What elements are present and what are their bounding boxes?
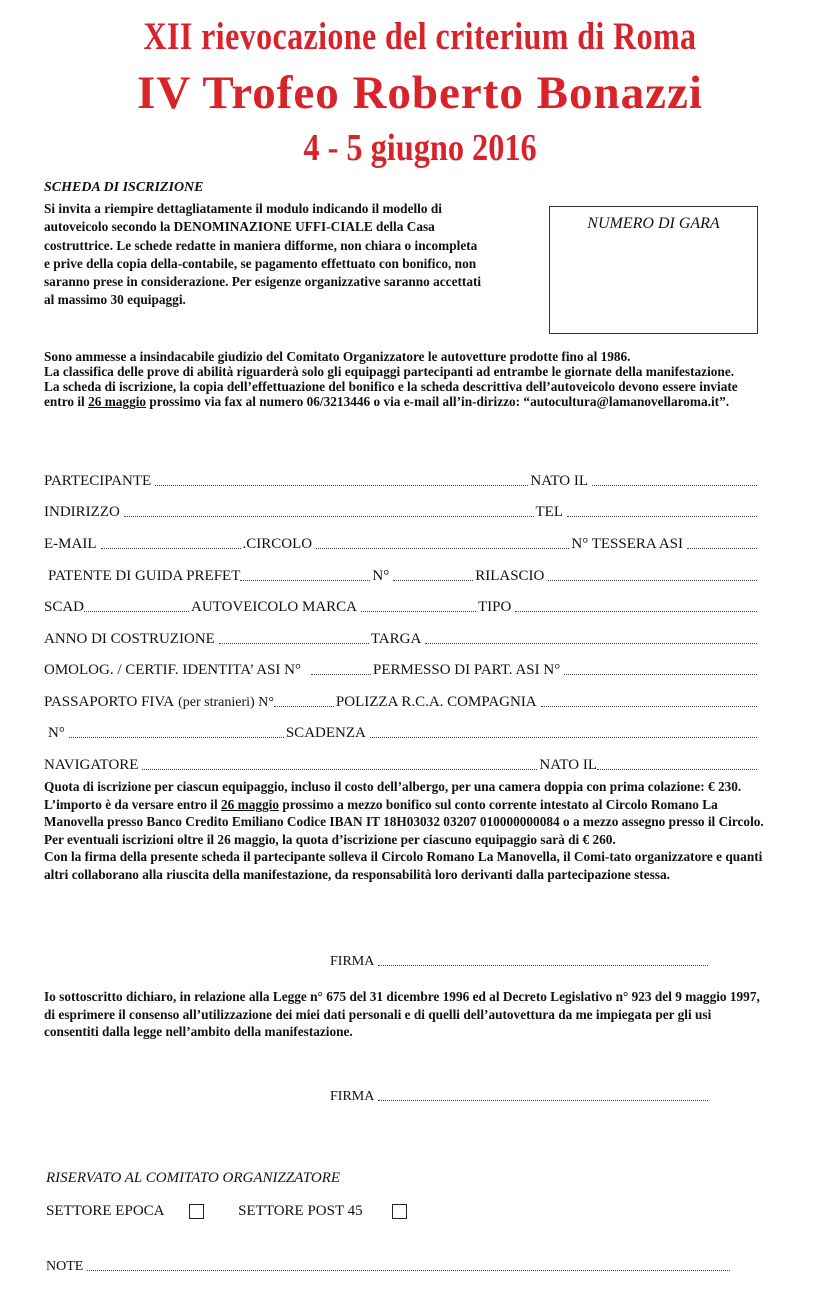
field-polizza-n[interactable] [69,736,284,738]
field-indirizzo[interactable] [124,515,534,517]
label-permesso: PERMESSO DI PART. ASI N° [373,662,561,678]
label-patente: PATENTE DI GUIDA PREFET [48,568,241,584]
title-trofeo: IV Trofeo Roberto Bonazzi [137,67,703,119]
field-firma-2[interactable] [378,1099,708,1101]
label-tipo: TIPO [478,599,512,615]
checkbox-settore-epoca[interactable] [189,1204,204,1219]
row-anno [44,628,759,648]
title-rievocazione: XII rievocazione del criterium di Roma [143,15,697,58]
row-email [44,533,759,553]
label-polizza: POLIZZA R.C.A. COMPAGNIA [335,694,537,710]
field-tipo[interactable] [515,610,757,612]
field-nato-il-navigatore[interactable] [597,768,757,770]
label-nato-il-navigatore: NATO IL [539,757,597,773]
row-note [46,1255,732,1275]
field-omolog[interactable] [311,673,371,675]
field-permesso[interactable] [564,673,757,675]
numero-gara-label: NUMERO DI GARA [587,215,720,232]
rule-3: La scheda di iscrizione, la copia dell’effettuazione del bonifico e la scheda descrittiva dell’autoveicolo devono essere inviate entro il 26 maggio prossimo via fax al numero 06/3213446 o via e-mail all’in-dirizzo: “autocultura@lamanovellaroma.it”. [44,379,738,409]
field-circolo[interactable] [316,547,569,549]
privacy-paragraph: Io sottoscritto dichiaro, in relazione alla Legge n° 675 del 31 dicembre 1996 ed al Decreto Legislativo n° 923 del 9 maggio 1997, di esprimere il consenso all’utilizzazione dei miei dati personali e di quelli dell’autovettura da me impiegata per gli usi consentiti dalla legge nell’ambito della manifestazione. [44,989,760,1040]
label-email: E-MAIL [44,536,97,552]
label-nato-il: NATO IL [530,473,588,489]
label-indirizzo: INDIRIZZO [44,504,120,520]
field-partecipante[interactable] [155,484,528,486]
row-numero [48,722,759,742]
label-polizza-n: N° [48,725,65,741]
field-nato-il[interactable] [592,484,757,486]
label-omolog: OMOLOG. / CERTIF. IDENTITA’ ASI N° [44,662,301,678]
label-scad: SCAD [44,599,85,615]
label-firma-2: FIRMA [330,1089,375,1104]
quota-text: Quota di iscrizione per ciascun equipaggio, incluso il costo dell’albergo, per una camera doppia con prima colazione: € 230. L’importo è da versare entro il 26 maggio prossimo a mezzo bonifico sul conto corrente intestato al Circolo Romano La Manovella presso Banco Credito Emiliano Codice IBAN IT 18H03032 03207 010000000084 o a mezzo assegno presso il Circolo. Per eventuali iscrizioni oltre il 26 maggio, la quota d’iscrizione per ciascuno equipaggio sarà di € 260. [44,779,764,847]
settori-row [46,1203,407,1220]
row-scad [44,596,759,616]
scheda-heading: SCHEDA DI ISCRIZIONE [44,180,204,195]
title-date: 4 - 5 giugno 2016 [303,127,537,169]
field-rilascio[interactable] [548,579,757,581]
field-targa[interactable] [425,642,757,644]
row-passaporto [44,691,759,711]
numero-gara-box[interactable] [549,206,758,334]
label-anno: ANNO DI COSTRUZIONE [44,631,215,647]
label-settore-post45: SETTORE POST 45 [238,1203,363,1219]
label-patente-n: N° [372,568,390,584]
rule-1: Sono ammesse a insindacabile giudizio del Comitato Organizzatore le autovetture prodotte fino al 1986. [44,349,631,364]
row-omolog [44,659,759,679]
field-anno[interactable] [219,642,369,644]
field-navigatore[interactable] [142,768,537,770]
field-email[interactable] [101,547,241,549]
row-firma-2 [330,1085,710,1105]
label-firma-1: FIRMA [330,954,375,969]
quota-paragraph [44,778,769,884]
label-tel: TEL [535,504,563,520]
row-indirizzo [44,501,759,521]
label-navigatore: NAVIGATORE [44,757,139,773]
field-tessera[interactable] [687,547,757,549]
field-note[interactable] [87,1269,730,1271]
row-navigatore [44,754,759,774]
label-scadenza: SCADENZA [285,725,366,741]
label-note: NOTE [46,1259,84,1274]
row-partecipante [44,470,759,490]
label-marca: AUTOVEICOLO MARCA [191,599,357,615]
label-rilascio: RILASCIO [475,568,545,584]
label-per-stranieri: (per stranieri) N° [178,695,274,710]
row-firma-1 [330,950,710,970]
field-patente[interactable] [240,579,370,581]
label-tessera: N° TESSERA ASI [571,536,683,552]
field-patente-n[interactable] [393,579,473,581]
field-scad[interactable] [84,610,189,612]
rule-2: La classifica delle prove di abilità riguarderà solo gli equipaggi partecipanti ad entrambe le giornate della manifestazione. [44,364,735,379]
field-tel[interactable] [567,515,757,517]
field-firma-1[interactable] [378,964,708,966]
checkbox-settore-post45[interactable] [392,1204,407,1219]
label-partecipante: PARTECIPANTE [44,473,152,489]
row-patente [48,565,759,585]
label-circolo: .CIRCOLO [242,536,313,552]
label-settore-epoca: SETTORE EPOCA [46,1203,164,1219]
field-polizza[interactable] [541,705,757,707]
rules-paragraph [44,349,769,409]
field-scadenza[interactable] [370,736,757,738]
field-passaporto[interactable] [274,705,334,707]
scheda-intro: Si invita a riempire dettagliatamente il modulo indicando il modello di autoveicolo secondo la DENOMINAZIONE UFFI-CIALE della Casa costruttrice. Le schede redatte in maniera difforme, non chiara o incompleta e prive della copia della-contabile, se pagamento effettuato con bonifico, non saranno prese in considerazione. Per esigenze organizzative saranno accettati al massimo 30 equipaggi. [44,201,482,308]
label-targa: TARGA [370,631,422,647]
responsabilita-text: Con la firma della presente scheda il partecipante solleva il Circolo Romano La Manovella, il Comi-tato organizzatore e quanti altri collaborano alla riuscita della manifestazione, da responsabilità loro derivanti dalla partecipazione stessa. [44,849,763,882]
riservato-heading: RISERVATO AL COMITATO ORGANIZZATORE [46,1170,341,1186]
field-marca[interactable] [361,610,476,612]
label-passaporto: PASSAPORTO FIVA [44,694,175,710]
